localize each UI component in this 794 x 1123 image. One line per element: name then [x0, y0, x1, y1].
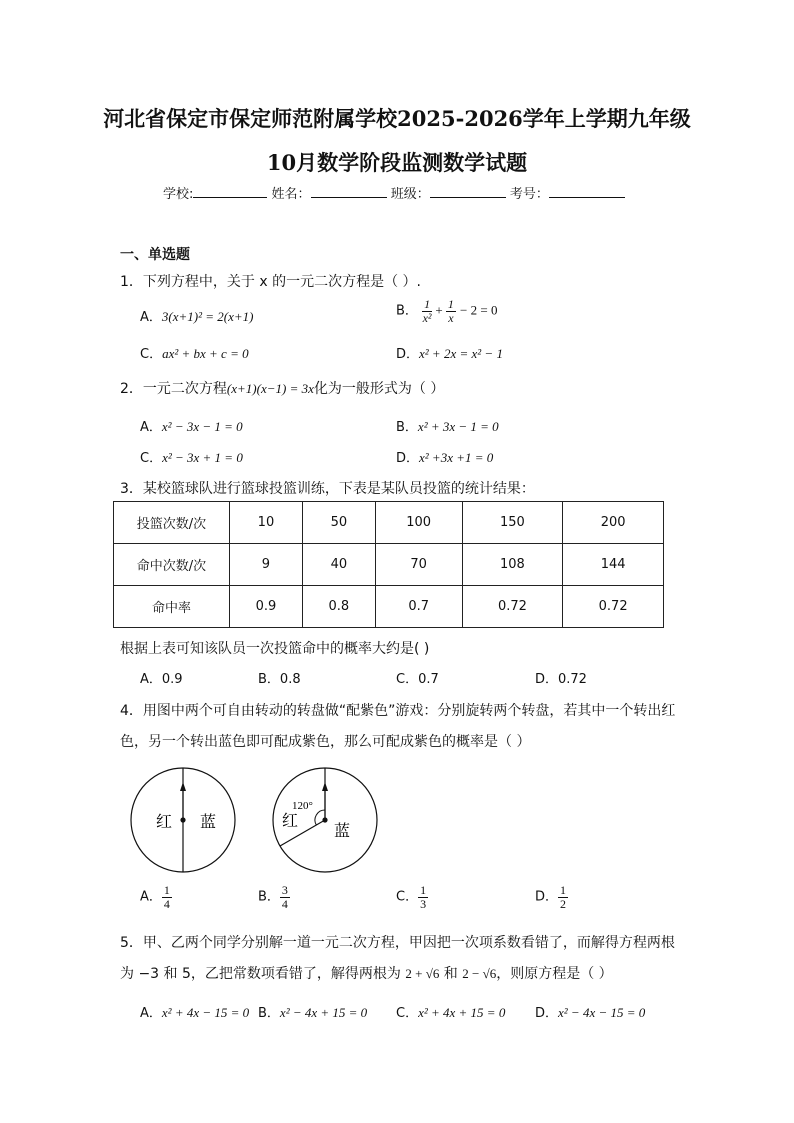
- q2-option-b: B．x² + 3x − 1 = 0: [396, 419, 499, 435]
- table-cell: 0.72: [563, 586, 664, 628]
- table-cell: 命中率: [114, 586, 230, 628]
- q4-line2: 色，另一个转出蓝色即可配成紫色，那么可配成紫色的概率是（ ）: [120, 734, 531, 750]
- q2-b-math: x² + 3x − 1 = 0: [417, 419, 499, 434]
- q1-a-label: A．: [140, 310, 162, 325]
- table-cell: 9: [230, 544, 303, 586]
- school-blank[interactable]: [193, 197, 267, 198]
- q4-d-frac: $\frac{1}{2}$: [560, 883, 567, 911]
- spinner1-blue-label: 蓝: [200, 812, 217, 831]
- table-cell: 150: [462, 502, 563, 544]
- table-cell: 0.8: [302, 586, 375, 628]
- q5-c-math: x² + 4x + 15 = 0: [418, 1005, 506, 1020]
- q5-line1: 5．甲、乙两个同学分别解一道一元二次方程，甲因把一次项系数看错了，而解得方程两根: [120, 935, 675, 951]
- exam-title-line2: 10月数学阶段监测数学试题: [266, 150, 528, 175]
- table-row: [114, 502, 664, 544]
- spinner2-red-label: 红: [282, 811, 299, 830]
- table-row: [114, 586, 664, 628]
- q1-c-math: ax² + bx + c = 0: [162, 346, 249, 361]
- q5-line2: 为 −3 和 5，乙把常数项看错了，解得两根为 2 + √6 和 2 − √6，则原方程是（ ）: [120, 966, 613, 982]
- section-heading: 一、单选题: [120, 247, 190, 263]
- table-cell: 10: [230, 502, 303, 544]
- class-blank[interactable]: [430, 197, 506, 198]
- q3-option-d: D．0.72: [535, 672, 587, 687]
- q1-stem: 1．下列方程中，关于 x 的一元二次方程是（ ）.: [120, 274, 421, 290]
- q1-option-d: [396, 343, 503, 362]
- q1-option-b: B． $\frac{1}{\text{x²}}$ + $\frac{1}{x}$ − 2 = 0: [396, 297, 498, 325]
- spinner1-red-label: 红: [156, 812, 173, 831]
- q4-option-c: C． $\frac{1}{3}$: [396, 883, 427, 911]
- q1-option-c: [140, 343, 249, 362]
- q1-d-math: x² + 2x = x² − 1: [419, 346, 503, 361]
- school-label: 学校:: [163, 187, 194, 202]
- q2-a-math: x² − 3x − 1 = 0: [161, 419, 243, 434]
- q3-option-c: C．0.7: [396, 672, 439, 687]
- number-label: 考号：: [509, 187, 549, 202]
- q3-question: 根据上表可知该队员一次投篮命中的概率大约是( ): [120, 641, 430, 657]
- q5-option-d: D．x² − 4x − 15 = 0: [535, 1005, 646, 1021]
- table-cell: 40: [302, 544, 375, 586]
- class-label: 班级：: [390, 187, 430, 202]
- q5-d-math: x² − 4x − 15 = 0: [558, 1005, 646, 1020]
- table-cell: 50: [302, 502, 375, 544]
- arrow-icon: [322, 782, 328, 791]
- q2-stem: 2．一元二次方程(x+1)(x−1) = 3x化为一般形式为（ ）: [120, 381, 445, 397]
- q4-a-frac: $\frac{1}{4}$: [163, 883, 170, 911]
- info-line: [163, 183, 625, 202]
- q4-option-b: B． $\frac{3}{4}$: [258, 883, 288, 911]
- table-cell: 100: [375, 502, 462, 544]
- arrow-icon: [180, 782, 186, 791]
- q1-c-label: C．: [140, 347, 163, 362]
- table-cell: 0.72: [462, 586, 563, 628]
- q3-stem: 3．某校篮球队进行篮球投篮训练，下表是某队员投篮的统计结果：: [120, 481, 535, 497]
- table-cell: 投篮次数/次: [114, 502, 230, 544]
- q1-b-label: B．: [396, 303, 418, 319]
- q4-line1: 4．用图中两个可自由转动的转盘做“配紫色”游戏：分别旋转两个转盘，若其中一个转出红: [120, 703, 676, 719]
- q5-option-b: B．x² − 4x + 15 = 0: [258, 1005, 368, 1021]
- q5-root2: 2 − √6: [462, 966, 497, 981]
- q1-a-math: 3(x+1)² = 2(x+1): [161, 309, 254, 324]
- table-cell: 0.9: [230, 586, 303, 628]
- q2-option-c: C．x² − 3x + 1 = 0: [140, 450, 243, 466]
- q3-stats-table: [113, 501, 664, 628]
- spinner2-angle-label: 120°: [292, 800, 313, 812]
- q5-option-c: C．x² + 4x + 15 = 0: [396, 1005, 506, 1021]
- q2-c-math: x² − 3x + 1 = 0: [162, 450, 243, 465]
- table-cell: 144: [563, 544, 664, 586]
- table-cell: 70: [375, 544, 462, 586]
- q1-d-label: D．: [396, 347, 420, 362]
- q5-option-a: A．x² + 4x − 15 = 0: [140, 1005, 250, 1021]
- q1-option-a: [140, 306, 253, 325]
- name-blank[interactable]: [311, 197, 387, 198]
- number-blank[interactable]: [549, 197, 625, 198]
- spinner-figure: [120, 760, 400, 880]
- exam-title-line1: 河北省保定市保定师范附属学校2025-2026学年上学期九年级: [103, 106, 691, 131]
- name-label: 姓名：: [271, 187, 311, 202]
- q4-option-a: A． $\frac{1}{4}$: [140, 883, 170, 911]
- table-cell: 200: [563, 502, 664, 544]
- q4-b-frac: $\frac{3}{4}$: [281, 883, 288, 911]
- q5-a-math: x² + 4x − 15 = 0: [161, 1005, 250, 1020]
- spinner2-blue-label: 蓝: [334, 821, 351, 840]
- q5-root1: 2 + √6: [405, 966, 440, 981]
- q1-b-frac1: $\frac{1}{\text{x²}}$: [422, 297, 432, 325]
- spinner-1: [131, 768, 235, 872]
- q1-b-frac2: $\frac{1}{x}$: [447, 297, 454, 325]
- q5-b-math: x² − 4x + 15 = 0: [279, 1005, 368, 1020]
- q2-option-d: D．x² +3x +1 = 0: [396, 450, 494, 466]
- table-row: [114, 544, 664, 586]
- q1-b-tail: − 2 = 0: [460, 302, 498, 318]
- table-cell: 0.7: [375, 586, 462, 628]
- q2-stem-math: (x+1)(x−1) = 3x: [226, 381, 314, 396]
- q4-option-d: D． $\frac{1}{2}$: [535, 883, 567, 911]
- q4-c-frac: $\frac{1}{3}$: [420, 883, 427, 911]
- q2-option-a: A．x² − 3x − 1 = 0: [140, 419, 243, 435]
- spinner-2: [273, 768, 377, 872]
- q3-option-a: A．0.9: [140, 672, 183, 687]
- table-cell: 108: [462, 544, 563, 586]
- q2-d-math: x² +3x +1 = 0: [419, 450, 494, 465]
- table-cell: 命中次数/次: [114, 544, 230, 586]
- q3-option-b: B．0.8: [258, 672, 301, 687]
